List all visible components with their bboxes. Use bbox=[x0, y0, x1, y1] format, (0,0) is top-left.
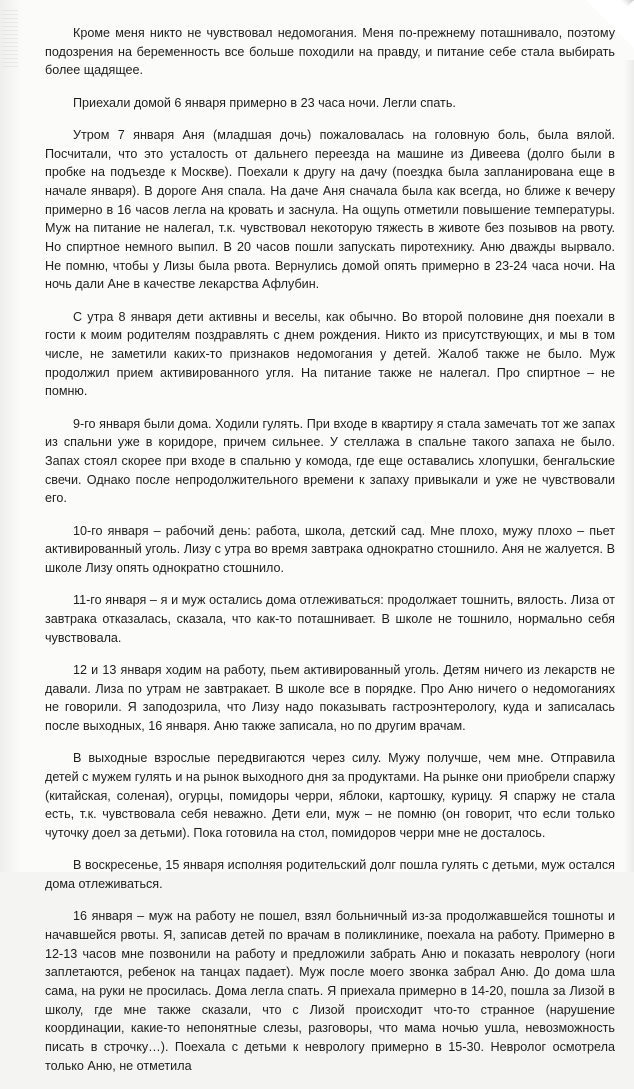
paragraph-4: С утра 8 января дети активны и веселы, как обычно. Во второй половине дня поехали в гости к моим родителям поздравлять с днем рождения. Никто из присутствующих, и мы в том числе, не заметили каких-то признаков недомогания у детей. Жалоб также не было. Муж продолжил прием активированного угля. На питание также не налегал. Про спиртное – не помню. bbox=[45, 309, 615, 399]
paragraph-3: Утром 7 января Аня (младшая дочь) пожаловалась на головную боль, была вялой. Посчитали, что это усталость от дальнего переезда на машине из Дивеева (долго были в пробке на подъезде к Москве). Поехали к другу на дачу (поездка была запланирована еще в начале января). В дороге Аня спала. На даче Аня сначала была как всегда, но ближе к вечеру примерно в 16 часов легла на кровать и заснула. На ощупь отметили повышение температуры. Муж на питание не налегал, т.к. чувствовал некоторую тяжесть в животе без позывов на рвоту. Но спиртное немного выпил. В 20 часов пошли запускать пиротехнику. Аню дважды вырвало. Не помню, чтобы у Лизы была рвота. Вернулись домой опять примерно в 23-24 часа ночи. На ночь дали Ане в качестве лекарства Афлубин. bbox=[45, 127, 615, 292]
paragraph-1: Кроме меня никто не чувствовал недомогания. Меня по-прежнему поташнивало, поэтому подозрения на беременность все больше походили на правду, и питание себе стала выбирать более щадящее. bbox=[45, 26, 615, 78]
paragraph-2: Приехали домой 6 января примерно в 23 часа ночи. Легли спать. bbox=[73, 95, 456, 110]
paragraph-8: 12 и 13 января ходим на работу, пьем активированный уголь. Детям ничего из лекарств не давали. Лиза по утрам не завтракает. В школе все в порядке. Про Аню ничего о недомоганиях не говорили. Я заподозрила, что Лизу надо показывать гастроэнтерологу, куда и записалась после выходных, 16 января. Аню также записала, но по другим врачам. bbox=[45, 662, 615, 733]
paragraph-5: 9-го января были дома. Ходили гулять. При входе в квартиру я стала замечать тот же запах из спальни уже в коридоре, причем сильнее. У стеллажа в спальне такого запаха не было. Запах стоял скорее при входе в спальню у комода, где еще оставались хлопушки, бенгальские свечи. Однако после непродолжительного времени к запаху привыкали и уже не чувствовали его. bbox=[45, 416, 615, 506]
paragraph-7: 11-го января – я и муж остались дома отлеживаться: продолжает тошнить, вялость. Лиза от завтрака отказалась, сказала, что как-то поташнивает. В школе не тошнило, нормально себя чувствовала. bbox=[45, 593, 615, 645]
scan-right-edge bbox=[624, 50, 634, 872]
paragraph-6: 10-го января – рабочий день: работа, школа, детский сад. Мне плохо, мужу плохо – пьет активированный уголь. Лизу с утра во время завтрака однократно стошнило. Аня не жалуется. В школе Лизу опять однократно стошнило. bbox=[45, 523, 615, 576]
paragraph-11: 16 января – муж на работу не пошел, взял больничный из-за продолжавшейся тошноты и начавшейся рвоты. Я, записав детей по врачам в поликлинике, поехала на работу. Примерно в 12-13 часов мне позвонили на работу и предложили забрать Аню и показать неврологу (ноги заплетаются, ребенок на танцах падает). Муж после моего звонка забрал Аню. До дома шла сама, на руки не просилась. Дома легла спать. Я приехала примерно в 14-20, пошла за Лизой в школу, где мне также сказали, что с Лизой происходит что-то странное (нарушение координации, какие-то непонятные слезы, разговоры, что мама ночью ушла, невозможность писать в строчку…). Поехала с детьми к неврологу примерно в 15-30. Невролог осмотрела только Аню, не отметила bbox=[45, 909, 615, 1073]
paragraph-10: В воскресенье, 15 января исполняя родительский долг пошла гулять с детьми, муж остался дома отлеживаться. bbox=[45, 858, 615, 891]
paragraph-9: В выходные взрослые передвигаются через силу. Мужу получше, чем мне. Отправила детей с мужем гулять и на рынок выходного дня за продуктами. На рынке они приобрели спаржу (китайская, соленая), огурцы, помидоры черри, яблоки, картошку, курицу. Я спаржу не стала есть, т.к. чувствовала себя неважно. Дети ели, муж – не помню (он говорит, что если только чуточку доел за детьми). Пока готовила на стол, помидоров черри мне не досталось. bbox=[45, 751, 615, 841]
document-body bbox=[45, 24, 615, 1089]
scan-left-edge bbox=[0, 0, 22, 872]
